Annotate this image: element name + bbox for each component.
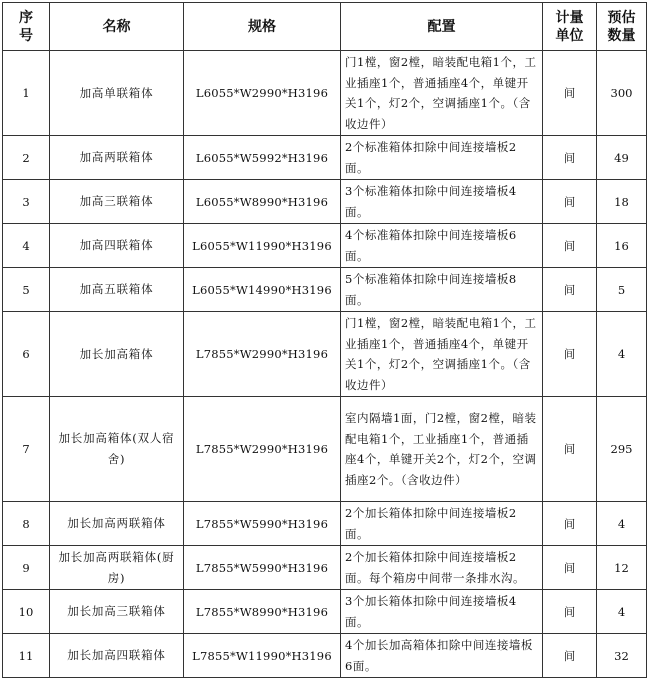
table-row xyxy=(3,502,647,546)
cell-spec: L7855*W2990*H3196 xyxy=(184,312,341,397)
cell-no: 11 xyxy=(3,634,50,678)
header-spec: 规格 xyxy=(184,3,341,51)
cell-unit: 间 xyxy=(543,180,597,224)
cell-spec: L6055*W11990*H3196 xyxy=(184,224,341,268)
table-row xyxy=(3,136,647,180)
cell-no: 3 xyxy=(3,180,50,224)
cell-qty: 16 xyxy=(597,224,647,268)
cell-unit: 间 xyxy=(543,224,597,268)
header-name: 名称 xyxy=(50,3,184,51)
cell-qty: 4 xyxy=(597,590,647,634)
cell-unit: 间 xyxy=(543,397,597,502)
cell-no: 1 xyxy=(3,51,50,136)
table-row xyxy=(3,268,647,312)
table-row xyxy=(3,397,647,502)
cell-name: 加长加高箱体 xyxy=(50,312,184,397)
cell-name: 加长加高两联箱体 xyxy=(50,502,184,546)
cell-spec: L6055*W14990*H3196 xyxy=(184,268,341,312)
cell-unit: 间 xyxy=(543,312,597,397)
cell-spec: L6055*W8990*H3196 xyxy=(184,180,341,224)
cell-no: 4 xyxy=(3,224,50,268)
cell-config: 4个加长加高箱体扣除中间连接墙板6面。 xyxy=(341,634,543,678)
cell-qty: 12 xyxy=(597,546,647,590)
cell-config: 4个标准箱体扣除中间连接墙板6面。 xyxy=(341,224,543,268)
cell-name: 加长加高两联箱体(厨房) xyxy=(50,546,184,590)
cell-no: 5 xyxy=(3,268,50,312)
cell-spec: L7855*W2990*H3196 xyxy=(184,397,341,502)
cell-unit: 间 xyxy=(543,502,597,546)
cell-name: 加高四联箱体 xyxy=(50,224,184,268)
cell-name: 加高三联箱体 xyxy=(50,180,184,224)
cell-name: 加高单联箱体 xyxy=(50,51,184,136)
table-row xyxy=(3,180,647,224)
header-config: 配置 xyxy=(341,3,543,51)
cell-unit: 间 xyxy=(543,634,597,678)
cell-config: 室内隔墙1面，门2樘，窗2樘，暗装配电箱1个，工业插座1个，普通插座4个，单键开关2个，灯2个，空调插座2个。（含收边件） xyxy=(341,397,543,502)
cell-qty: 4 xyxy=(597,502,647,546)
cell-no: 6 xyxy=(3,312,50,397)
cell-no: 10 xyxy=(3,590,50,634)
cell-qty: 300 xyxy=(597,51,647,136)
cell-qty: 18 xyxy=(597,180,647,224)
cell-config: 2个加长箱体扣除中间连接墙板2面。每个箱房中间带一条排水沟。 xyxy=(341,546,543,590)
header-qty: 预估数量 xyxy=(597,3,647,51)
table-row xyxy=(3,590,647,634)
table-row xyxy=(3,546,647,590)
cell-spec: L7855*W5990*H3196 xyxy=(184,502,341,546)
cell-spec: L6055*W5992*H3196 xyxy=(184,136,341,180)
table-row xyxy=(3,312,647,397)
cell-qty: 49 xyxy=(597,136,647,180)
cell-unit: 间 xyxy=(543,590,597,634)
cell-qty: 32 xyxy=(597,634,647,678)
cell-spec: L7855*W11990*H3196 xyxy=(184,634,341,678)
cell-qty: 4 xyxy=(597,312,647,397)
cell-name: 加长加高三联箱体 xyxy=(50,590,184,634)
cell-no: 2 xyxy=(3,136,50,180)
cell-config: 3个加长箱体扣除中间连接墙板4面。 xyxy=(341,590,543,634)
cell-qty: 295 xyxy=(597,397,647,502)
cell-no: 7 xyxy=(3,397,50,502)
cell-unit: 间 xyxy=(543,136,597,180)
cell-spec: L6055*W2990*H3196 xyxy=(184,51,341,136)
header-row xyxy=(3,3,647,51)
table-row xyxy=(3,224,647,268)
header-unit: 计量单位 xyxy=(543,3,597,51)
cell-config: 3个标准箱体扣除中间连接墙板4面。 xyxy=(341,180,543,224)
cell-config: 2个标准箱体扣除中间连接墙板2面。 xyxy=(341,136,543,180)
cell-config: 门1樘，窗2樘，暗装配电箱1个，工业插座1个，普通插座4个，单键开关1个，灯2个，空调插座1个。（含收边件） xyxy=(341,312,543,397)
cell-name: 加高五联箱体 xyxy=(50,268,184,312)
cell-no: 8 xyxy=(3,502,50,546)
cell-name: 加长加高四联箱体 xyxy=(50,634,184,678)
cell-spec: L7855*W8990*H3196 xyxy=(184,590,341,634)
cell-name: 加高两联箱体 xyxy=(50,136,184,180)
cell-config: 2个加长箱体扣除中间连接墙板2面。 xyxy=(341,502,543,546)
equipment-table xyxy=(2,2,647,678)
header-no: 序号 xyxy=(3,3,50,51)
cell-config: 门1樘，窗2樘，暗装配电箱1个，工业插座1个，普通插座4个，单键开关1个，灯2个，空调插座1个。（含收边件） xyxy=(341,51,543,136)
table-row xyxy=(3,634,647,678)
cell-qty: 5 xyxy=(597,268,647,312)
cell-name: 加长加高箱体(双人宿舍) xyxy=(50,397,184,502)
cell-unit: 间 xyxy=(543,51,597,136)
cell-no: 9 xyxy=(3,546,50,590)
cell-unit: 间 xyxy=(543,268,597,312)
cell-unit: 间 xyxy=(543,546,597,590)
table-row xyxy=(3,51,647,136)
cell-config: 5个标准箱体扣除中间连接墙板8面。 xyxy=(341,268,543,312)
cell-spec: L7855*W5990*H3196 xyxy=(184,546,341,590)
